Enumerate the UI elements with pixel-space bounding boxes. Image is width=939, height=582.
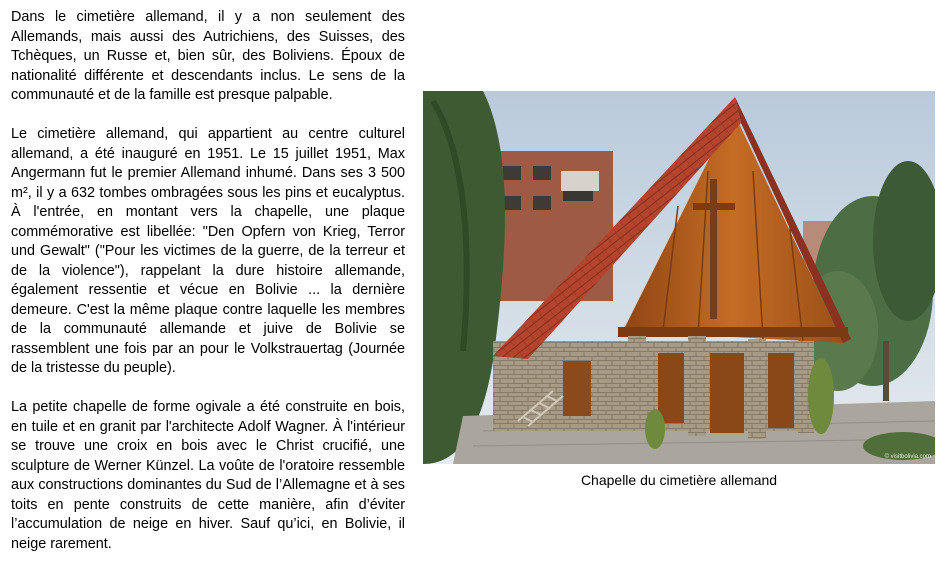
paragraph-2: Le cimetière allemand, qui appartient au centre culturel allemand, a été inauguré en 1951. Le 15 juillet 1951, Max Angermann fut le premier Allemand inhumé. Dans ses 3 500 m², il y a 632 tombes ombragées sous les pins et eucalyptus. À l'entrée, en montant vers la chapelle, une plaque commémorative est libellée: "Den Opfern von Krieg, Terror und Gewalt" ("Pour les victimes de la guerre, de la terreur et de la violence"), rappelant la dure histoire allemande, également ressentie et vécue en Bolivie ... la dernière demeure. C'est la même plaque contre laquelle les membres de la communauté allemande et juive de Bolivie se rassemblent une fois par an pour le Volkstrauertag (Journée de la tristesse du peuple). (11, 126, 405, 376)
shrub (645, 409, 665, 449)
photo-credit: © visitbolivia.com (884, 454, 931, 460)
cross (710, 179, 717, 319)
main-door (710, 353, 744, 433)
stone-pillar (628, 336, 646, 431)
paragraph-1: Dans le cimetière allemand, il y a non seulement des Allemands, mais aussi des Autrichiens, des Suisses, des Tchèques, un Russe et, bien sûr, des Boliviens. Époux de nationalité différente et descendants inclus. Le sens de la communauté et de la famille est presque palpable. (11, 9, 405, 103)
article-text (11, 8, 405, 554)
side-door (563, 361, 591, 416)
paragraph-3: La petite chapelle de forme ogivale a été construite en bois, en tuile et en granit par l'architecte Adolf Wagner. À l'intérieur se trouve une croix en bois avec le Christ crucifié, une sculpture de Werner Künzel. La voûte de l'oratoire ressemble aux constructions dominantes du Sud de l’Allemagne et à ses toits en pente construits de cette manière, afin d’éviter l’accumulation de neige en hiver. Sauf qu’ici, en Bolivie, il neige rarement. (11, 399, 405, 552)
figure-caption: Chapelle du cimetière allemand (580, 472, 778, 488)
chapel-photo (423, 91, 935, 464)
chapel-illustration (423, 91, 935, 464)
